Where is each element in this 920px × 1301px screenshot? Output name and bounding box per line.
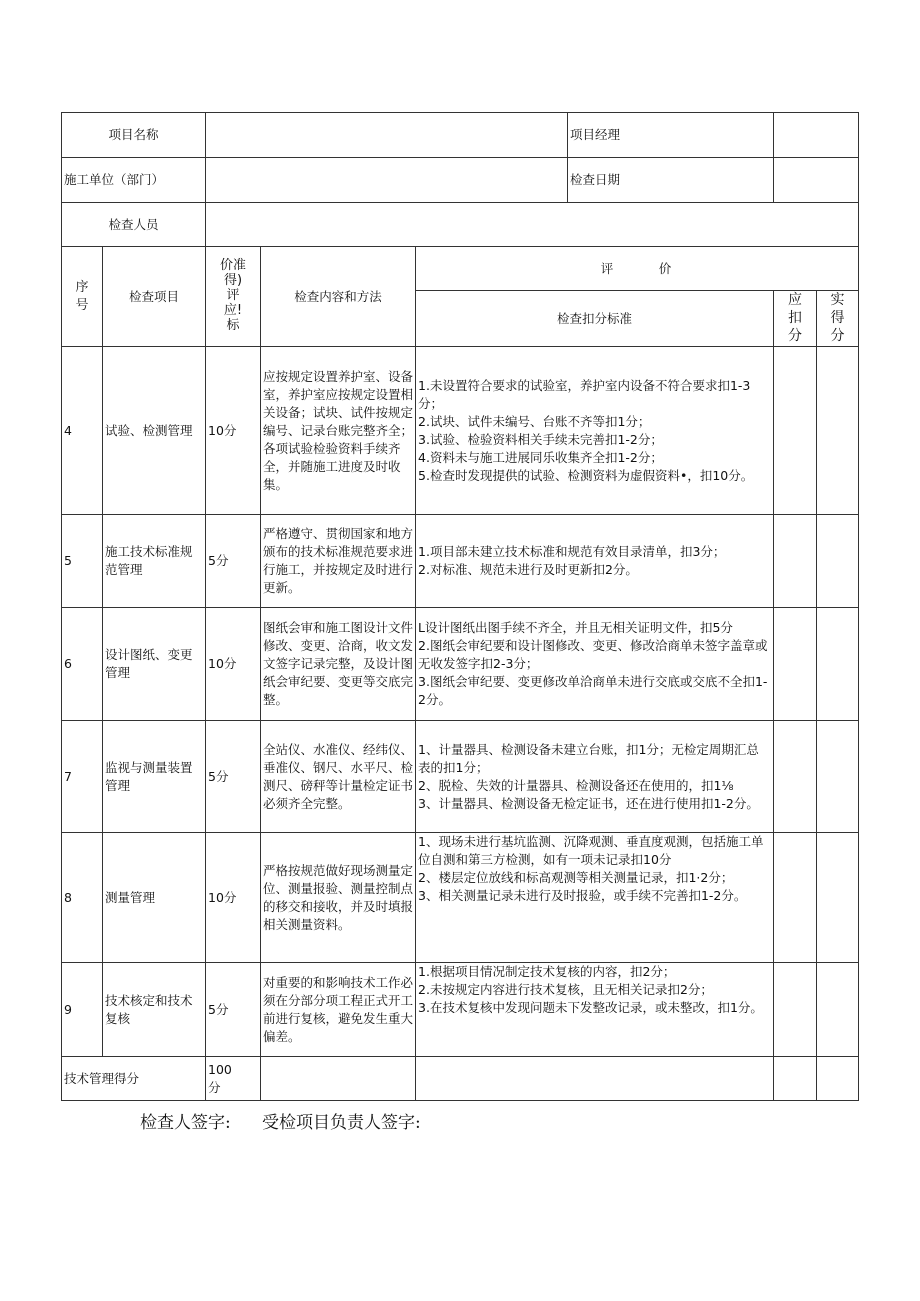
row-score: 5分	[206, 963, 261, 1057]
row-standard: 1.未设置符合要求的试验室，养护室内设备不符合要求扣1-3分； 2.试块、试件未编号、台账不齐等扣1分； 3.试验、检验资料相关手续未完善扣1-2分； 4.资料未与施工进展同乐收集齐全扣1-2分； 5.检查时发现提供的试验、检测资料为虚假资料•，扣10分。	[416, 347, 774, 515]
inspection-table	[61, 112, 859, 1101]
row-seq: 5	[62, 515, 103, 608]
construction-unit-field[interactable]	[206, 158, 568, 203]
row-item: 测量管理	[103, 833, 206, 963]
row-seq: 4	[62, 347, 103, 515]
row-item: 监视与测量装置管理	[103, 721, 206, 833]
col-eval-header: 评 价	[416, 247, 859, 291]
project-manager-field[interactable]	[774, 113, 859, 158]
total-score	[206, 1057, 261, 1101]
row-item: 施工技术标准规范管理	[103, 515, 206, 608]
row-deduct[interactable]	[774, 608, 817, 721]
row-actual[interactable]	[817, 347, 859, 515]
row-actual[interactable]	[817, 721, 859, 833]
row-method: 严格遵守、贯彻国家和地方颁布的技术标准规范要求进行施工，并按规定及时进行更新。	[261, 515, 416, 608]
header-row-unit	[62, 158, 859, 203]
col-actual-header	[817, 291, 859, 347]
table-row	[62, 721, 859, 833]
row-deduct[interactable]	[774, 721, 817, 833]
col-item-header: 检查项目	[103, 247, 206, 347]
header-row-project	[62, 113, 859, 158]
inspector-signature-label: 检查人签字:	[140, 1113, 231, 1133]
row-deduct[interactable]	[774, 833, 817, 963]
row-actual[interactable]	[817, 833, 859, 963]
row-score: 10分	[206, 347, 261, 515]
row-standard: 1.项目部未建立技术标准和规范有效目录清单，扣3分； 2.对标准、规范未进行及时更新扣2分。	[416, 515, 774, 608]
col-method-header: 检查内容和方法	[261, 247, 416, 347]
total-label: 技术管理得分	[62, 1057, 206, 1101]
row-score: 5分	[206, 721, 261, 833]
row-seq: 7	[62, 721, 103, 833]
project-name-field[interactable]	[206, 113, 568, 158]
header-row-inspector	[62, 203, 859, 247]
col-score-header	[206, 247, 261, 347]
row-standard: 1、计量器具、检测设备未建立台账，扣1分；无检定周期汇总表的扣1分； 2、脱检、失效的计量器具、检测设备还在使用的，扣1⅛ 3、计量器具、检测设备无检定证书，还在进行使用扣1-2分。	[416, 721, 774, 833]
inspector-label: 检查人员	[62, 203, 206, 247]
total-score-text: 100分	[208, 1061, 232, 1095]
row-method: 全站仪、水准仪、经纬仪、垂准仪、钢尺、水平尺、检测尺、磅秤等计量检定证书必须齐全完整。	[261, 721, 416, 833]
table-row	[62, 515, 859, 608]
col-score-text: 价准得)评应!标	[220, 258, 247, 333]
col-deduct-header	[774, 291, 817, 347]
table-row	[62, 963, 859, 1057]
row-item: 设计图纸、变更管理	[103, 608, 206, 721]
col-deduct-text: 应扣分	[788, 292, 803, 344]
col-seq-text: 序号	[75, 279, 89, 313]
check-date-label: 检查日期	[568, 158, 774, 203]
row-item: 技术核定和技术复核	[103, 963, 206, 1057]
total-deduct[interactable]	[774, 1057, 817, 1101]
row-seq: 8	[62, 833, 103, 963]
row-score: 10分	[206, 833, 261, 963]
row-method: 对重要的和影响技术工作必须在分部分项工程正式开工前进行复核，避免发生重大偏差。	[261, 963, 416, 1057]
col-standard-header: 检查扣分标准	[416, 291, 774, 347]
column-header-row-1	[62, 247, 859, 291]
table-row	[62, 833, 859, 963]
row-deduct[interactable]	[774, 963, 817, 1057]
project-manager-label: 项目经理	[568, 113, 774, 158]
project-name-label: 项目名称	[62, 113, 206, 158]
inspector-field[interactable]	[206, 203, 859, 247]
row-seq: 9	[62, 963, 103, 1057]
row-score: 10分	[206, 608, 261, 721]
row-standard: L设计图纸出图手续不齐全，并且无相关证明文件，扣5分 2.图纸会审纪要和设计图修改、变更、修改洽商单未签字盖章或无收发签字扣2-3分； 3.图纸会审纪要、变更修改单洽商单未进行交底或交底不全扣1-2分。	[416, 608, 774, 721]
row-actual[interactable]	[817, 515, 859, 608]
row-method: 图纸会审和施工图设计文件修改、变更、洽商，收文发文签字记录完整，及设计图纸会审纪要、变更等交底完整。	[261, 608, 416, 721]
check-date-field[interactable]	[774, 158, 859, 203]
row-score: 5分	[206, 515, 261, 608]
col-actual-text: 实得分	[830, 292, 845, 344]
construction-unit-label: 施工单位（部门）	[62, 158, 206, 203]
row-method: 严格按规范做好现场测量定位、测量报验、测量控制点的移交和接收，并及时填报相关测量资料。	[261, 833, 416, 963]
table-row	[62, 608, 859, 721]
row-deduct[interactable]	[774, 515, 817, 608]
row-standard: 1.根据项目情况制定技术复核的内容，扣2分； 2.未按规定内容进行技术复核，且无相关记录扣2分； 3.在技术复核中发现问题未下发整改记录，或未整改，扣1分。	[416, 963, 774, 1057]
row-item: 试验、检测管理	[103, 347, 206, 515]
total-method	[261, 1057, 416, 1101]
total-row	[62, 1057, 859, 1101]
col-seq-header	[62, 247, 103, 347]
row-seq: 6	[62, 608, 103, 721]
row-deduct[interactable]	[774, 347, 817, 515]
responsible-signature-label: 受检项目负责人签字:	[262, 1113, 421, 1133]
row-actual[interactable]	[817, 608, 859, 721]
row-actual[interactable]	[817, 963, 859, 1057]
row-standard: 1、现场未进行基坑监测、沉降观测、垂直度观测，包括施工单位自测和第三方检测，如有一项未记录扣10分 2、楼层定位放线和标高观测等相关测量记录，扣1·2分； 3、相关测量记录未进行及时报验，或手续不完善扣1-2分。	[416, 833, 774, 963]
table-row	[62, 347, 859, 515]
total-standard	[416, 1057, 774, 1101]
total-actual[interactable]	[817, 1057, 859, 1101]
row-method: 应按规定设置养护室、设备室，养护室应按规定设置相关设备；试块、试件按规定编号、记录台账完整齐全；各项试验检验资料手续齐全，并随施工进度及时收集。	[261, 347, 416, 515]
